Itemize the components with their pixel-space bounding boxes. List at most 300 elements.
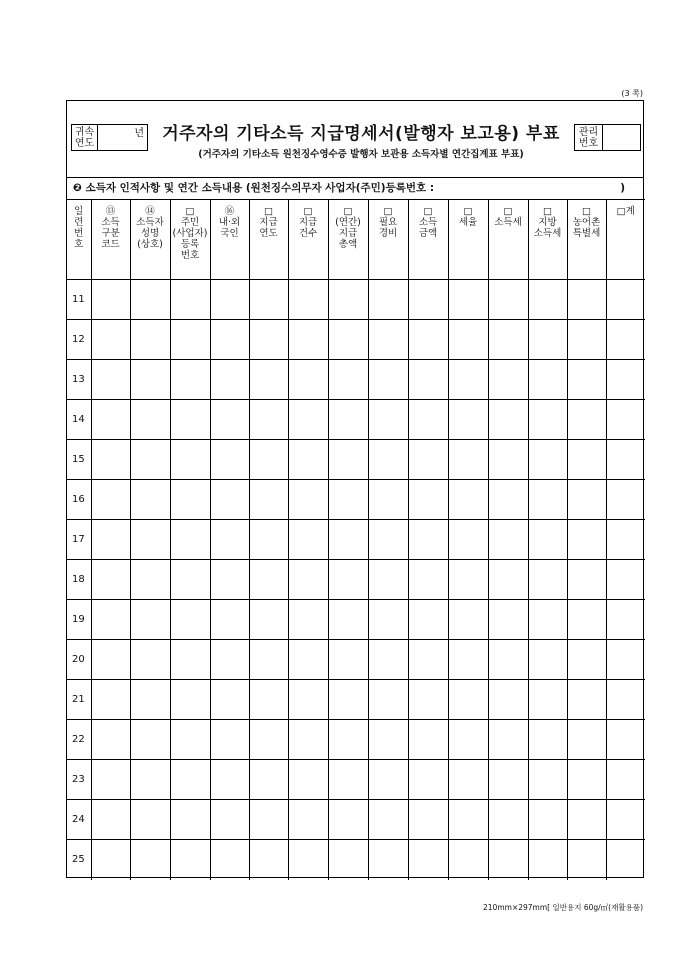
- table-cell[interactable]: [368, 280, 408, 320]
- column-header: [528, 200, 567, 280]
- column-header-line: 건수: [298, 228, 318, 239]
- column-header-line: 총액: [338, 239, 358, 250]
- section-heading: [67, 177, 643, 199]
- table-cell[interactable]: [368, 600, 408, 640]
- table-cell[interactable]: [170, 840, 210, 880]
- paper-spec: 210mm×297mm[ 일반용지 60g/㎡(재활용품): [483, 903, 643, 912]
- table-cell[interactable]: [448, 600, 488, 640]
- table-cell[interactable]: [368, 400, 408, 440]
- table-header-row: [67, 200, 645, 280]
- table-cell[interactable]: [606, 640, 645, 680]
- table-row: [67, 800, 645, 840]
- table-cell[interactable]: [170, 600, 210, 640]
- attribution-year-field[interactable]: 년: [134, 128, 144, 139]
- table-cell[interactable]: [170, 480, 210, 520]
- table-cell[interactable]: [567, 280, 606, 320]
- table-cell[interactable]: [170, 360, 210, 400]
- table-cell[interactable]: [328, 840, 368, 880]
- table-cell[interactable]: [91, 560, 130, 600]
- table-cell[interactable]: [368, 440, 408, 480]
- table-cell[interactable]: [170, 680, 210, 720]
- column-header-line: □: [543, 206, 552, 217]
- table-cell[interactable]: [249, 280, 288, 320]
- table-cell[interactable]: [488, 840, 528, 880]
- form-subtitle: (거주자의 기타소득 원천징수영수증 발행자 보관용 소득자별 연간집계표 부표): [198, 149, 524, 160]
- table-cell[interactable]: [130, 800, 170, 840]
- table-cell[interactable]: [368, 720, 408, 760]
- column-header-line: 번호: [180, 250, 200, 261]
- table-cell[interactable]: [130, 720, 170, 760]
- column-header-line: 구분: [101, 228, 120, 239]
- row-number: 18: [67, 560, 91, 600]
- column-header-line: □: [463, 206, 473, 217]
- table-cell[interactable]: [528, 400, 567, 440]
- table-cell[interactable]: [408, 440, 448, 480]
- table-cell[interactable]: [288, 840, 328, 880]
- table-row: [67, 640, 645, 680]
- table-cell[interactable]: [170, 440, 210, 480]
- table-cell[interactable]: [328, 760, 368, 800]
- table-cell[interactable]: [567, 680, 606, 720]
- table-cell[interactable]: [368, 680, 408, 720]
- table-cell[interactable]: [368, 640, 408, 680]
- column-header-line: □: [185, 206, 195, 217]
- table-cell[interactable]: [249, 840, 288, 880]
- management-number-box: [574, 124, 641, 151]
- table-cell[interactable]: [170, 520, 210, 560]
- table-cell[interactable]: [567, 560, 606, 600]
- column-header: [606, 200, 645, 280]
- table-cell[interactable]: [249, 800, 288, 840]
- table-cell[interactable]: [249, 640, 288, 680]
- table-cell[interactable]: [210, 560, 249, 600]
- table-cell[interactable]: [448, 800, 488, 840]
- table-cell[interactable]: [606, 520, 645, 560]
- row-number: 24: [67, 800, 91, 840]
- table-cell[interactable]: [368, 480, 408, 520]
- table-cell[interactable]: [328, 800, 368, 840]
- table-cell[interactable]: [130, 760, 170, 800]
- table-cell[interactable]: [249, 400, 288, 440]
- table-cell[interactable]: [328, 440, 368, 480]
- table-cell[interactable]: [170, 400, 210, 440]
- table-cell[interactable]: [170, 320, 210, 360]
- table-cell[interactable]: [488, 360, 528, 400]
- column-header-line: 소득세: [533, 228, 562, 239]
- table-cell[interactable]: [210, 600, 249, 640]
- column-header-line: □: [303, 206, 313, 217]
- table-cell[interactable]: [91, 640, 130, 680]
- table-cell[interactable]: [448, 320, 488, 360]
- table-row: [67, 840, 645, 880]
- table-row: [67, 600, 645, 640]
- table-cell[interactable]: [91, 320, 130, 360]
- table-cell[interactable]: [91, 280, 130, 320]
- table-cell[interactable]: [488, 400, 528, 440]
- table-cell[interactable]: [408, 400, 448, 440]
- table-cell[interactable]: [210, 680, 249, 720]
- form-header: [67, 101, 643, 177]
- table-cell[interactable]: [606, 560, 645, 600]
- table-cell[interactable]: [249, 440, 288, 480]
- table-cell[interactable]: [448, 640, 488, 680]
- table-cell[interactable]: [368, 360, 408, 400]
- table-cell[interactable]: [249, 760, 288, 800]
- table-cell[interactable]: [288, 800, 328, 840]
- table-cell[interactable]: [528, 560, 567, 600]
- table-cell[interactable]: [448, 400, 488, 440]
- table-cell[interactable]: [528, 760, 567, 800]
- table-cell[interactable]: [210, 480, 249, 520]
- table-cell[interactable]: [606, 840, 645, 880]
- table-cell[interactable]: [408, 480, 448, 520]
- section-heading-close: ): [620, 182, 625, 194]
- table-cell[interactable]: [567, 720, 606, 760]
- table-cell[interactable]: [91, 520, 130, 560]
- table-cell[interactable]: [408, 800, 448, 840]
- table-cell[interactable]: [567, 600, 606, 640]
- table-cell[interactable]: [328, 360, 368, 400]
- table-cell[interactable]: [606, 280, 645, 320]
- table-cell[interactable]: [210, 840, 249, 880]
- table-cell[interactable]: [488, 760, 528, 800]
- column-header-line: 지급: [298, 217, 318, 228]
- table-cell[interactable]: [170, 560, 210, 600]
- column-header-line: 경비: [378, 228, 398, 239]
- table-cell[interactable]: [528, 680, 567, 720]
- table-cell[interactable]: [249, 720, 288, 760]
- row-number: 16: [67, 480, 91, 520]
- table-cell[interactable]: [249, 360, 288, 400]
- table-cell[interactable]: [368, 560, 408, 600]
- table-cell[interactable]: [368, 800, 408, 840]
- table-cell[interactable]: [288, 680, 328, 720]
- column-header-line: ⑯: [224, 206, 235, 217]
- column-header: [67, 200, 91, 280]
- column-header: [567, 200, 606, 280]
- column-header-line: 세율: [458, 217, 478, 228]
- column-header-line: 련: [74, 217, 84, 228]
- table-cell[interactable]: [528, 840, 567, 880]
- column-header-line: (상호): [137, 239, 163, 250]
- table-cell[interactable]: [170, 640, 210, 680]
- column-header: [288, 200, 328, 280]
- column-header-line: 번: [74, 228, 84, 239]
- table-cell[interactable]: [288, 760, 328, 800]
- row-number: 21: [67, 680, 91, 720]
- table-row: [67, 560, 645, 600]
- table-cell[interactable]: [170, 280, 210, 320]
- table-cell[interactable]: [408, 720, 448, 760]
- table-cell[interactable]: [606, 400, 645, 440]
- table-cell[interactable]: [408, 600, 448, 640]
- table-cell[interactable]: [408, 680, 448, 720]
- table-cell[interactable]: [170, 800, 210, 840]
- table-cell[interactable]: [288, 320, 328, 360]
- table-cell[interactable]: [249, 560, 288, 600]
- column-header-line: 호: [74, 239, 84, 250]
- table-cell[interactable]: [91, 400, 130, 440]
- table-cell[interactable]: [288, 360, 328, 400]
- table-cell[interactable]: [130, 280, 170, 320]
- table-cell[interactable]: [606, 600, 645, 640]
- table-cell[interactable]: [91, 680, 130, 720]
- table-cell[interactable]: [488, 720, 528, 760]
- column-header-line: 국인: [220, 228, 239, 239]
- table-cell[interactable]: [91, 720, 130, 760]
- table-cell[interactable]: [91, 440, 130, 480]
- table-cell[interactable]: [488, 280, 528, 320]
- table-cell[interactable]: [210, 360, 249, 400]
- column-header: [448, 200, 488, 280]
- table-cell[interactable]: [528, 800, 567, 840]
- income-table: [67, 199, 645, 880]
- table-cell[interactable]: [91, 760, 130, 800]
- table-cell[interactable]: [91, 840, 130, 880]
- table-cell[interactable]: [567, 520, 606, 560]
- column-header-line: (연간): [335, 217, 361, 228]
- table-cell[interactable]: [288, 640, 328, 680]
- column-header: [170, 200, 210, 280]
- column-header-line: □: [343, 206, 353, 217]
- section-heading-text: ❷ 소득자 인적사항 및 연간 소득내용 (원천징수의무자 사업자(주민)등록번호 :: [73, 182, 435, 194]
- table-cell[interactable]: [567, 800, 606, 840]
- table-cell[interactable]: [210, 520, 249, 560]
- table-cell[interactable]: [328, 720, 368, 760]
- table-cell[interactable]: [249, 600, 288, 640]
- column-header-line: 연도: [259, 228, 278, 239]
- column-header: [488, 200, 528, 280]
- row-number: 15: [67, 440, 91, 480]
- column-header-line: (사업자): [172, 228, 208, 239]
- column-header-line: 성명: [140, 228, 160, 239]
- row-number: 22: [67, 720, 91, 760]
- table-cell[interactable]: [528, 520, 567, 560]
- table-cell[interactable]: [288, 480, 328, 520]
- table-cell[interactable]: [328, 280, 368, 320]
- table-cell[interactable]: [91, 360, 130, 400]
- column-header-line: 금액: [418, 228, 438, 239]
- table-cell[interactable]: [130, 480, 170, 520]
- table-cell[interactable]: [130, 320, 170, 360]
- table-cell[interactable]: [528, 440, 567, 480]
- table-cell[interactable]: [210, 720, 249, 760]
- table-cell[interactable]: [368, 840, 408, 880]
- table-row: [67, 320, 645, 360]
- table-cell[interactable]: [328, 400, 368, 440]
- table-row: [67, 680, 645, 720]
- column-header-line: □계: [616, 206, 635, 217]
- table-cell[interactable]: [408, 520, 448, 560]
- column-header-line: 일: [74, 206, 84, 217]
- table-cell[interactable]: [249, 480, 288, 520]
- table-cell[interactable]: [488, 480, 528, 520]
- column-header-line: ⑬: [105, 206, 116, 217]
- table-cell[interactable]: [408, 360, 448, 400]
- table-cell[interactable]: [130, 520, 170, 560]
- column-header: [210, 200, 249, 280]
- table-cell[interactable]: [368, 520, 408, 560]
- table-cell[interactable]: [448, 520, 488, 560]
- table-cell[interactable]: [249, 320, 288, 360]
- row-number: 20: [67, 640, 91, 680]
- table-cell[interactable]: [488, 560, 528, 600]
- table-cell[interactable]: [210, 800, 249, 840]
- table-cell[interactable]: [328, 320, 368, 360]
- table-cell[interactable]: [130, 400, 170, 440]
- table-row: [67, 760, 645, 800]
- table-cell[interactable]: [606, 320, 645, 360]
- table-cell[interactable]: [328, 560, 368, 600]
- table-cell[interactable]: [91, 600, 130, 640]
- table-cell[interactable]: [528, 720, 567, 760]
- table-cell[interactable]: [567, 480, 606, 520]
- table-cell[interactable]: [130, 600, 170, 640]
- table-cell[interactable]: [91, 480, 130, 520]
- form: [66, 100, 644, 878]
- column-header: [408, 200, 448, 280]
- table-cell[interactable]: [210, 640, 249, 680]
- table-cell[interactable]: [448, 680, 488, 720]
- table-cell[interactable]: [606, 360, 645, 400]
- table-cell[interactable]: [528, 320, 567, 360]
- table-cell[interactable]: [448, 480, 488, 520]
- table-cell[interactable]: [408, 320, 448, 360]
- table-cell[interactable]: [210, 440, 249, 480]
- table-cell[interactable]: [130, 560, 170, 600]
- table-cell[interactable]: [606, 760, 645, 800]
- row-number: 17: [67, 520, 91, 560]
- table-cell[interactable]: [567, 320, 606, 360]
- column-header: [130, 200, 170, 280]
- table-cell[interactable]: [567, 840, 606, 880]
- attribution-year-label: 귀속 연도: [72, 125, 98, 150]
- table-cell[interactable]: [606, 680, 645, 720]
- table-cell[interactable]: [488, 680, 528, 720]
- table-cell[interactable]: [288, 720, 328, 760]
- table-cell[interactable]: [210, 320, 249, 360]
- table-cell[interactable]: [210, 280, 249, 320]
- table-cell[interactable]: [567, 400, 606, 440]
- table-cell[interactable]: [408, 280, 448, 320]
- page-number-label: (3 쪽): [621, 89, 643, 98]
- table-cell[interactable]: [606, 440, 645, 480]
- column-header-line: 농어촌: [572, 217, 601, 228]
- row-number: 19: [67, 600, 91, 640]
- form-title: 거주자의 기타소득 지급명세서(발행자 보고용) 부표: [162, 124, 560, 144]
- table-cell[interactable]: [567, 440, 606, 480]
- table-cell[interactable]: [170, 720, 210, 760]
- table-cell[interactable]: [448, 840, 488, 880]
- table-cell[interactable]: [528, 280, 567, 320]
- column-header: [328, 200, 368, 280]
- table-cell[interactable]: [606, 800, 645, 840]
- column-header: [249, 200, 288, 280]
- table-cell[interactable]: [408, 760, 448, 800]
- table-row: [67, 360, 645, 400]
- table-cell[interactable]: [448, 720, 488, 760]
- table-cell[interactable]: [210, 400, 249, 440]
- column-header-line: 특별세: [572, 228, 601, 239]
- attribution-year-box: [71, 124, 148, 151]
- table-cell[interactable]: [328, 600, 368, 640]
- row-number: 25: [67, 840, 91, 880]
- table-row: [67, 280, 645, 320]
- table-cell[interactable]: [448, 360, 488, 400]
- table-cell[interactable]: [448, 440, 488, 480]
- column-header-line: 내·외: [218, 217, 241, 228]
- column-header-line: 지방: [538, 217, 557, 228]
- column-header-line: □: [264, 206, 273, 217]
- table-cell[interactable]: [488, 440, 528, 480]
- table-cell[interactable]: [288, 280, 328, 320]
- column-header-line: 주민: [180, 217, 200, 228]
- table-cell[interactable]: [210, 760, 249, 800]
- table-cell[interactable]: [606, 480, 645, 520]
- table-cell[interactable]: [130, 360, 170, 400]
- table-cell[interactable]: [130, 680, 170, 720]
- table-cell[interactable]: [528, 600, 567, 640]
- column-header-line: 등록: [180, 239, 200, 250]
- table-cell[interactable]: [368, 760, 408, 800]
- table-cell[interactable]: [488, 800, 528, 840]
- table-cell[interactable]: [130, 840, 170, 880]
- table-cell[interactable]: [448, 760, 488, 800]
- table-cell[interactable]: [488, 600, 528, 640]
- table-cell[interactable]: [328, 640, 368, 680]
- column-header-line: □: [423, 206, 433, 217]
- table-cell[interactable]: [288, 520, 328, 560]
- table-cell[interactable]: [448, 560, 488, 600]
- row-number: 13: [67, 360, 91, 400]
- table-row: [67, 720, 645, 760]
- table-cell[interactable]: [328, 680, 368, 720]
- table-cell[interactable]: [488, 520, 528, 560]
- table-cell[interactable]: [130, 440, 170, 480]
- column-header-line: 소득: [101, 217, 120, 228]
- table-cell[interactable]: [528, 360, 567, 400]
- table-cell[interactable]: [567, 360, 606, 400]
- table-cell[interactable]: [448, 280, 488, 320]
- table-cell[interactable]: [170, 760, 210, 800]
- table-cell[interactable]: [288, 440, 328, 480]
- table-cell[interactable]: [249, 520, 288, 560]
- table-cell[interactable]: [91, 800, 130, 840]
- table-cell[interactable]: [328, 480, 368, 520]
- table-cell[interactable]: [249, 680, 288, 720]
- table-cell[interactable]: [408, 640, 448, 680]
- table-cell[interactable]: [288, 400, 328, 440]
- table-cell[interactable]: [606, 720, 645, 760]
- table-cell[interactable]: [488, 320, 528, 360]
- table-cell[interactable]: [567, 760, 606, 800]
- column-header: [368, 200, 408, 280]
- table-cell[interactable]: [288, 600, 328, 640]
- table-cell[interactable]: [288, 560, 328, 600]
- column-header-line: 지급: [338, 228, 358, 239]
- table-cell[interactable]: [488, 640, 528, 680]
- table-cell[interactable]: [528, 480, 567, 520]
- table-cell[interactable]: [368, 320, 408, 360]
- table-cell[interactable]: [567, 640, 606, 680]
- column-header-line: □: [582, 206, 591, 217]
- table-cell[interactable]: [328, 520, 368, 560]
- table-cell[interactable]: [408, 840, 448, 880]
- column-header: [91, 200, 130, 280]
- table-cell[interactable]: [130, 640, 170, 680]
- table-cell[interactable]: [408, 560, 448, 600]
- table-cell[interactable]: [528, 640, 567, 680]
